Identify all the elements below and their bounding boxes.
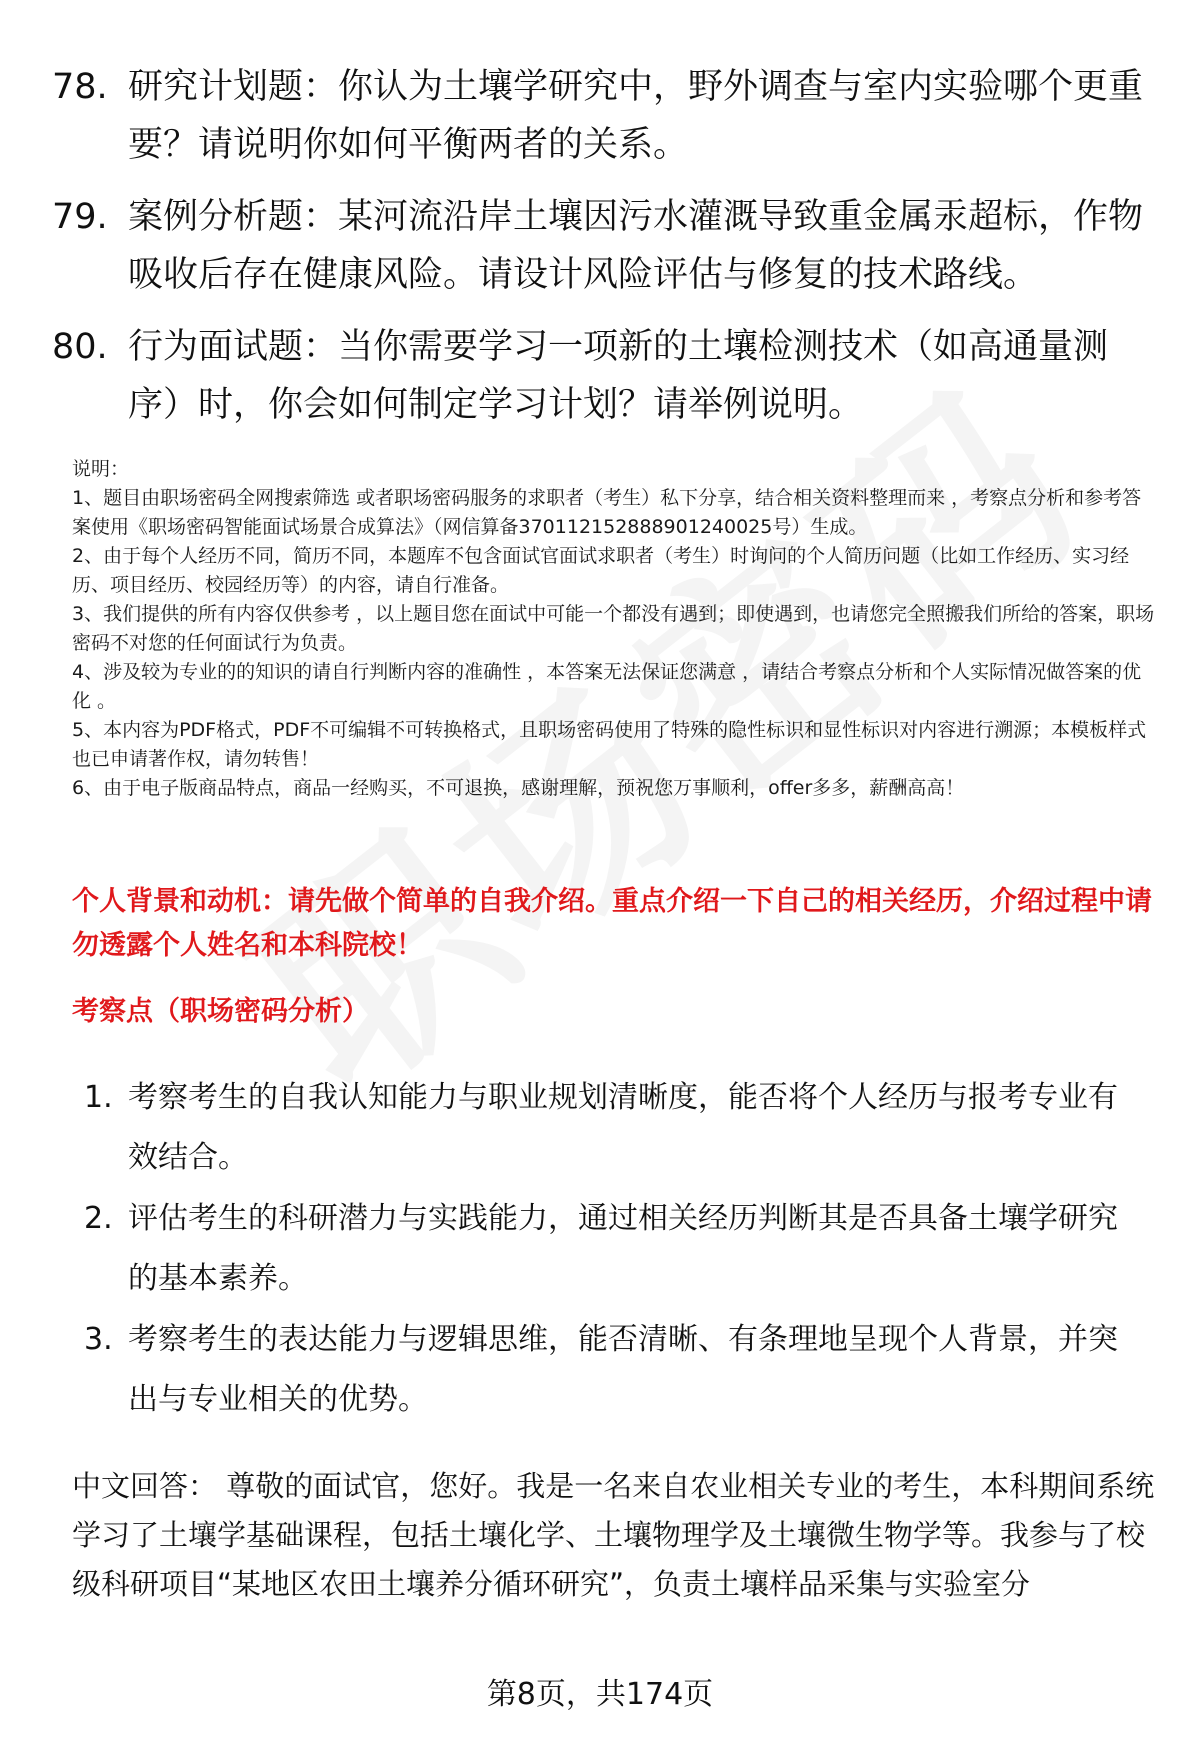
point-text: 评估考生的科研潜力与实践能力，通过相关经历判断其是否具备土壤学研究的基本素养。 [128,1201,1118,1296]
points-list [84,1068,1164,1431]
note-item: 2、由于每个人经历不同，简历不同，本题库不包含面试官面试求职者（考生）时询问的个人简历问题（比如工作经历、实习经历、项目经历、校园经历等）的内容，请自行准备。 [72,545,1130,596]
page-footer: 第8页，共174页 [486,1677,714,1712]
point-number: 3. [84,1322,113,1357]
intro-question-heading: 个人背景和动机：请先做个简单的自我介绍。重点介绍一下自己的相关经历，介绍过程中请勿透露个人姓名和本科院校！ [72,886,1152,961]
note-item: 6、由于电子版商品特点，商品一经购买，不可退换，感谢理解，预祝您万事顺利，offer多多，薪酬高高！ [72,777,965,799]
question-item [52,188,1152,304]
answer-paragraph [72,1462,1162,1609]
question-text: 案例分析题：某河流沿岸土壤因污水灌溉导致重金属汞超标，作物吸收后存在健康风险。请设计风险评估与修复的技术路线。 [128,197,1144,295]
question-item [52,58,1152,174]
question-number: 78. [52,67,108,107]
note-item: 1、题目由职场密码全网搜索筛选 或者职场密码服务的求职者（考生）私下分享，结合相关资料整理而来 ，考察点分析和参考答案使用《职场密码智能面试场景合成算法》（网信算备370112152888901240025号）生成。 [72,487,1142,538]
note-item: 3、我们提供的所有内容仅供参考 ，以上题目您在面试中可能一个都没有遇到；即使遇到，也请您完全照搬我们所给的答案，职场密码不对您的任何面试行为负责。 [72,603,1155,654]
point-text: 考察考生的自我认知能力与职业规划清晰度，能否将个人经历与报考专业有效结合。 [128,1080,1118,1175]
notes-section [72,455,1160,803]
point-number: 2. [84,1201,113,1236]
point-item [84,1189,1164,1309]
question-number: 79. [52,197,108,237]
question-text: 行为面试题：当你需要学习一项新的土壤检测技术（如高通量测序）时，你会如何制定学习计划？请举例说明。 [128,327,1109,425]
question-text: 研究计划题：你认为土壤学研究中，野外调查与室内实验哪个更重要？请说明你如何平衡两者的关系。 [128,67,1144,165]
point-item [84,1310,1164,1430]
note-item: 4、涉及较为专业的的知识的请自行判断内容的准确性 ，本答案无法保证您满意 ，请结合考察点分析和个人实际情况做答案的优化 。 [72,661,1142,712]
answer-label: 中文回答： [72,1469,218,1503]
point-text: 考察考生的表达能力与逻辑思维，能否清晰、有条理地呈现个人背景，并突出与专业相关的优势。 [128,1322,1118,1417]
points-heading: 考察点（职场密码分析） [72,996,369,1027]
point-item [84,1068,1164,1188]
answer-text: 尊敬的面试官，您好。我是一名来自农业相关专业的考生，本科期间系统学习了土壤学基础课程，包括土壤化学、土壤物理学及土壤微生物学等。我参与了校级科研项目“某地区农田土壤养分循环研究”，负责土壤样品采集与实验室分 [72,1469,1155,1601]
note-item: 5、本内容为PDF格式，PDF不可编辑不可转换格式，且职场密码使用了特殊的隐性标识和显性标识对内容进行溯源；本模板样式也已申请著作权，请勿转售！ [72,719,1147,770]
question-list [52,58,1152,448]
question-number: 80. [52,327,108,367]
question-item [52,318,1152,434]
notes-title: 说明： [72,458,130,480]
point-number: 1. [84,1080,113,1115]
